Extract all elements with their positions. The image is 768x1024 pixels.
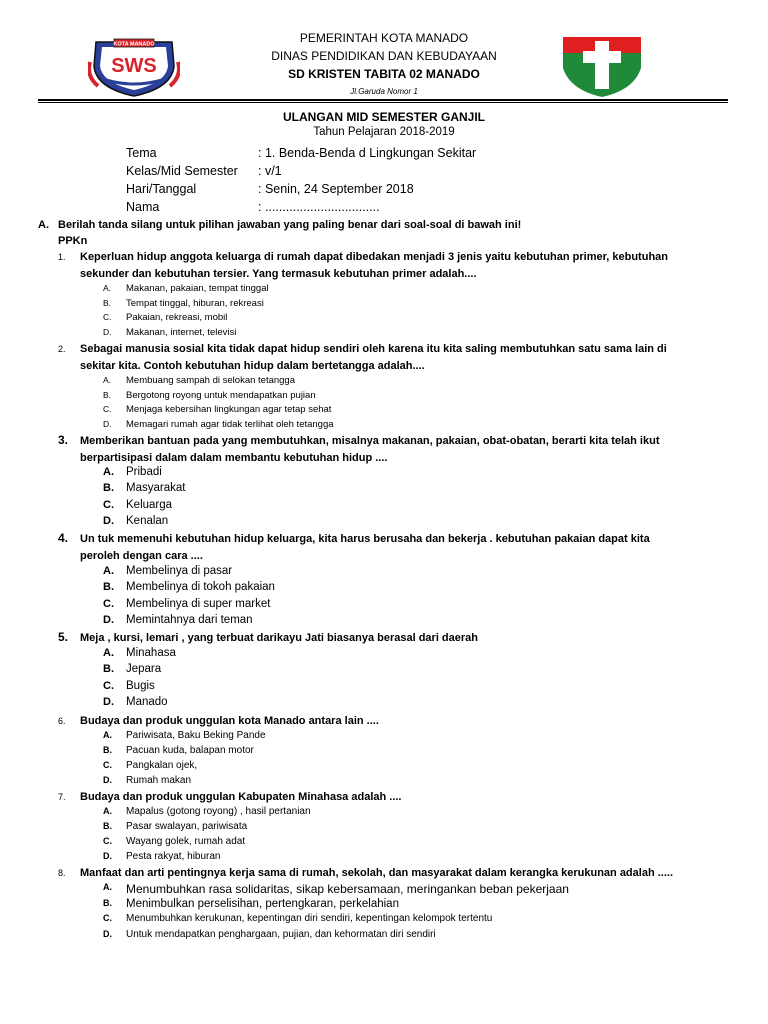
option-letter: B. bbox=[103, 482, 114, 495]
answer-option bbox=[103, 647, 703, 662]
answer-option bbox=[103, 806, 703, 821]
option-letter: A. bbox=[103, 730, 112, 740]
meta-value: : v/1 bbox=[258, 164, 282, 178]
option-letter: D. bbox=[103, 695, 114, 708]
option-letter: B. bbox=[103, 897, 112, 908]
option-text: Membelinya di tokoh pakaian bbox=[126, 581, 275, 594]
option-text: Manado bbox=[126, 695, 168, 708]
header-address: Jl.Garuda Nomor 1 bbox=[350, 87, 418, 96]
question-text: berpartisipasi dalam dalam membantu kebutuhan hidup .... bbox=[80, 452, 388, 464]
option-letter: C. bbox=[103, 913, 112, 923]
option-letter: B. bbox=[103, 663, 114, 676]
question-number: 1. bbox=[58, 252, 66, 262]
question-number: 4. bbox=[58, 531, 69, 545]
meta-value: : Senin, 24 September 2018 bbox=[258, 182, 414, 196]
option-text: Rumah makan bbox=[126, 775, 192, 786]
answer-option bbox=[103, 913, 703, 928]
option-text: Bugis bbox=[126, 679, 155, 692]
question-number: 6. bbox=[58, 716, 66, 726]
answer-option bbox=[103, 298, 703, 313]
option-letter: B. bbox=[103, 297, 112, 308]
answer-option bbox=[103, 499, 703, 514]
option-text: Tempat tinggal, hiburan, rekreasi bbox=[126, 297, 264, 309]
option-text: Pariwisata, Baku Beking Pande bbox=[126, 730, 266, 741]
answer-option bbox=[103, 898, 703, 913]
option-text: Membelinya di super market bbox=[126, 597, 271, 610]
question-text: Manfaat dan arti pentingnya kerja sama di rumah, sekolah, dan masyarakat dalam kerangka kerukunan adalah ..... bbox=[80, 867, 674, 879]
meta-value: : ................................. bbox=[258, 200, 380, 214]
answer-option bbox=[103, 419, 703, 434]
question-text: peroleh dengan cara .... bbox=[80, 550, 203, 562]
option-text: Keluarga bbox=[126, 498, 173, 511]
question-text: Memberikan bantuan pada yang membutuhkan, misalnya makanan, pakaian, obat-obatan, berarti kita telah ikut bbox=[80, 435, 660, 447]
answer-option bbox=[103, 375, 703, 390]
answer-option bbox=[103, 929, 703, 944]
question-number: 8. bbox=[58, 868, 66, 878]
option-text: Untuk mendapatkan penghargaan, pujian, dan kehormatan diri sendiri bbox=[126, 928, 436, 940]
option-letter: C. bbox=[103, 597, 114, 610]
header-rule-thick bbox=[38, 99, 728, 101]
meta-label: Tema bbox=[126, 146, 157, 160]
answer-option bbox=[103, 851, 703, 866]
option-text: Bergotong royong untuk mendapatkan pujian bbox=[126, 389, 316, 401]
option-text: Memagari rumah agar tidak terlihat oleh tetangga bbox=[126, 418, 334, 430]
option-text: Pakaian, rekreasi, mobil bbox=[126, 312, 228, 323]
question-text: Meja , kursi, lemari , yang terbuat darikayu Jati biasanya berasal dari daerah bbox=[80, 632, 479, 644]
option-text: Masyarakat bbox=[126, 482, 186, 495]
option-letter: D. bbox=[103, 613, 114, 626]
option-letter: D. bbox=[103, 418, 112, 429]
section-letter: A. bbox=[38, 219, 49, 231]
answer-option bbox=[103, 466, 703, 481]
option-letter: C. bbox=[103, 836, 112, 846]
option-text: Jepara bbox=[126, 663, 162, 676]
question-number: 3. bbox=[58, 433, 69, 447]
answer-option bbox=[103, 404, 703, 419]
meta-label: Nama bbox=[126, 200, 160, 214]
option-letter: D. bbox=[103, 326, 112, 337]
question-text: Un tuk memenuhi kebutuhan hidup keluarga, kita harus berusaha dan bekerja . kebutuhan pakaian dapat kita bbox=[80, 533, 650, 545]
option-text: Membuang sampah di selokan tetangga bbox=[126, 375, 296, 386]
option-text: Kenalan bbox=[126, 514, 169, 527]
option-text: Minahasa bbox=[126, 647, 176, 659]
option-text: Menjaga kebersihan lingkungan agar tetap sehat bbox=[126, 404, 332, 415]
option-letter: B. bbox=[103, 821, 112, 831]
option-letter: A. bbox=[103, 466, 114, 478]
option-letter: C. bbox=[103, 404, 112, 414]
question-text: sekitar kita. Contoh kebutuhan hidup dalam bertetangga adalah.... bbox=[80, 360, 425, 372]
option-text: Pasar swalayan, pariwisata bbox=[126, 821, 248, 832]
option-letter: A. bbox=[103, 882, 112, 892]
question-number: 2. bbox=[58, 344, 66, 354]
answer-option bbox=[103, 581, 703, 596]
meta-value: : 1. Benda-Benda d Lingkungan Sekitar bbox=[258, 146, 477, 160]
option-text: Pangkalan ojek, bbox=[126, 760, 198, 771]
answer-option bbox=[103, 327, 703, 342]
option-text: Membelinya di pasar bbox=[126, 565, 233, 577]
option-text: Menumbuhkan kerukunan, kepentingan diri sendiri, kepentingan kelompok tertentu bbox=[126, 913, 493, 924]
answer-option bbox=[103, 730, 703, 745]
answer-option bbox=[103, 663, 703, 678]
option-letter: D. bbox=[103, 928, 112, 939]
header-government: PEMERINTAH KOTA MANADO bbox=[299, 31, 469, 45]
option-letter: A. bbox=[103, 565, 114, 577]
header-department: DINAS PENDIDIKAN DAN KEBUDAYAAN bbox=[271, 49, 497, 63]
answer-option bbox=[103, 882, 703, 897]
emblem-letters: SWS bbox=[111, 55, 157, 77]
answer-option bbox=[103, 821, 703, 836]
exam-year: Tahun Pelajaran 2018-2019 bbox=[313, 126, 455, 138]
meta-label: Kelas/Mid Semester bbox=[126, 164, 238, 178]
option-letter: B. bbox=[103, 745, 112, 755]
answer-option bbox=[103, 283, 703, 298]
option-text: Menimbulkan perselisihan, pertengkaran, perkelahian bbox=[126, 897, 399, 910]
header-rule-thin bbox=[38, 102, 728, 103]
header-school: SD KRISTEN TABITA 02 MANADO bbox=[288, 67, 480, 81]
option-letter: A. bbox=[103, 375, 112, 385]
question-number: 5. bbox=[58, 630, 69, 644]
option-letter: D. bbox=[103, 514, 114, 527]
answer-option bbox=[103, 696, 703, 711]
option-letter: D. bbox=[103, 775, 112, 785]
option-letter: C. bbox=[103, 498, 114, 511]
option-text: Pacuan kuda, balapan motor bbox=[126, 745, 254, 756]
answer-option bbox=[103, 312, 703, 327]
option-text: Mapalus (gotong royong) , hasil pertanian bbox=[126, 806, 311, 817]
answer-option bbox=[103, 390, 703, 405]
question-text: Budaya dan produk unggulan kota Manado antara lain .... bbox=[80, 715, 379, 727]
subject-label: PPKn bbox=[58, 235, 88, 247]
option-text: Pribadi bbox=[126, 466, 162, 478]
option-letter: B. bbox=[103, 581, 114, 594]
question-text: Budaya dan produk unggulan Kabupaten Minahasa adalah .... bbox=[80, 791, 402, 803]
option-text: Pesta rakyat, hiburan bbox=[126, 851, 221, 862]
answer-option bbox=[103, 614, 703, 629]
option-text: Makanan, internet, televisi bbox=[126, 326, 237, 338]
exam-title: ULANGAN MID SEMESTER GANJIL bbox=[282, 110, 485, 124]
option-text: Makanan, pakaian, tempat tinggal bbox=[126, 283, 269, 294]
option-letter: A. bbox=[103, 647, 114, 659]
answer-option bbox=[103, 760, 703, 775]
option-letter: A. bbox=[103, 806, 112, 816]
answer-option bbox=[103, 775, 703, 790]
answer-option bbox=[103, 745, 703, 760]
answer-option bbox=[103, 482, 703, 497]
answer-option bbox=[103, 598, 703, 613]
option-letter: C. bbox=[103, 679, 114, 692]
option-letter: D. bbox=[103, 851, 112, 861]
option-letter: A. bbox=[103, 283, 112, 293]
option-letter: C. bbox=[103, 312, 112, 322]
answer-option bbox=[103, 836, 703, 851]
option-letter: B. bbox=[103, 389, 112, 400]
option-text: Memintahnya dari teman bbox=[126, 613, 253, 626]
question-text: sekunder dan kebutuhan tersier. Yang termasuk kebutuhan primer adalah.... bbox=[80, 268, 477, 280]
meta-label: Hari/Tanggal bbox=[126, 182, 197, 196]
answer-option bbox=[103, 515, 703, 530]
answer-option bbox=[103, 565, 703, 580]
question-number: 7. bbox=[58, 792, 66, 802]
emblem-banner-text: KOTA MANADO bbox=[113, 41, 155, 48]
option-text: Wayang golek, rumah adat bbox=[126, 836, 246, 847]
section-instruction: Berilah tanda silang untuk pilihan jawaban yang paling benar dari soal-soal di bawah ini! bbox=[58, 219, 522, 231]
option-letter: C. bbox=[103, 760, 112, 770]
option-text: Menumbuhkan rasa solidaritas, sikap kebersamaan, meringankan beban pekerjaan bbox=[126, 882, 569, 896]
question-text: Keperluan hidup anggota keluarga di rumah dapat dibedakan menjadi 3 jenis yaitu kebutuhan primer, kebutuhan bbox=[80, 251, 669, 263]
answer-option bbox=[103, 680, 703, 695]
question-text: Sebagai manusia sosial kita tidak dapat hidup sendiri oleh karena itu kita saling membutuhkan satu sama lain di bbox=[80, 343, 667, 355]
